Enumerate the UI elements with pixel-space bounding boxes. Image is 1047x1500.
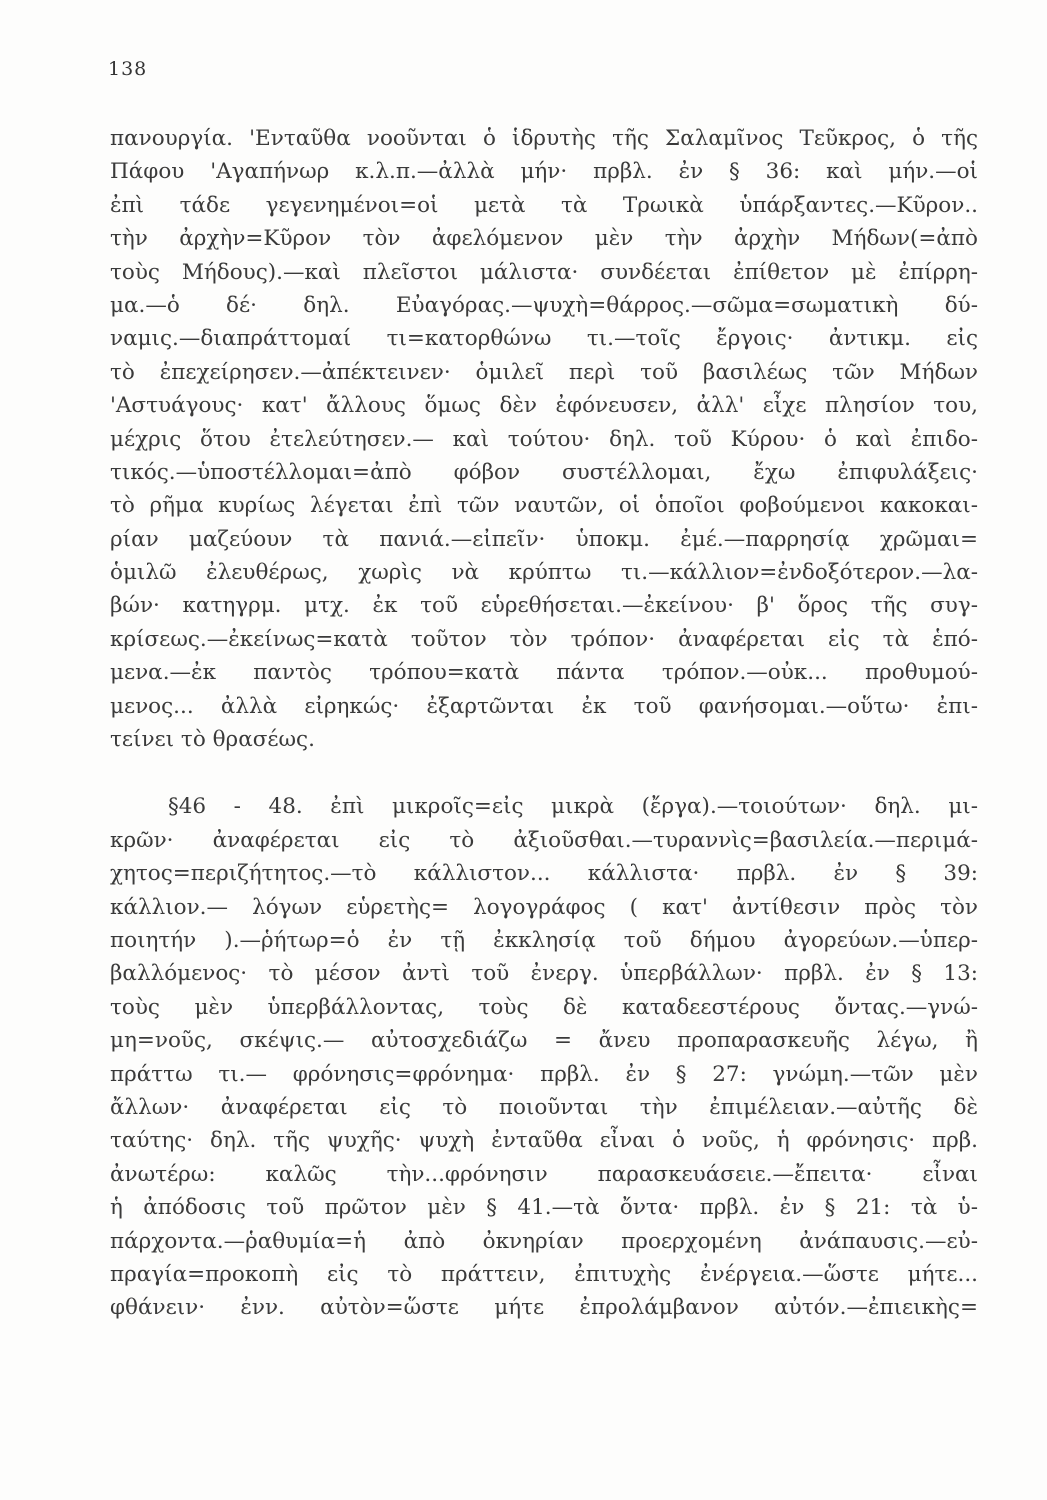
text-line: ἐπὶ τάδε γεγενημένοι=οἱ μετὰ τὰ Τρωικὰ ὑπάρξαντες.—Κῦρον..	[110, 192, 978, 218]
text-line: μα.—ὁ δέ· δηλ. Εὐαγόρας.—ψυχὴ=θάρρος.—σῶμα=σωματικὴ δύ-	[110, 292, 978, 318]
text-line: πραγία=προκοπὴ εἰς τὸ πράττειν, ἐπιτυχὴς ἐνέργεια.—ὥστε μήτε...	[110, 1261, 978, 1287]
text-line: ποιητήν ).—ῥήτωρ=ὁ ἐν τῇ ἐκκλησίᾳ τοῦ δήμου ἀγορεύων.—ὑπερ-	[110, 927, 978, 953]
text-line: κρίσεως.—ἐκείνως=κατὰ τοῦτον τὸν τρόπον· ἀναφέρεται εἰς τὰ ἑπό-	[110, 626, 978, 652]
text-line: κρῶν· ἀναφέρεται εἰς τὸ ἀξιοῦσθαι.—τυραννὶς=βασιλεία.—περιμά-	[110, 827, 978, 853]
text-line: §46 - 48. ἐπὶ μικροῖς=εἰς μικρὰ (ἔργα).—τοιούτων· δηλ. μι-	[168, 794, 978, 820]
text-line: πράττω τι.— φρόνησις=φρόνημα· πρβλ. ἐν § 27: γνώμη.—τῶν μὲν	[110, 1061, 978, 1087]
paragraph-gap	[110, 756, 978, 790]
text-line: τὸ ρῆμα κυρίως λέγεται ἐπὶ τῶν ναυτῶν, οἱ ὁποῖοι φοβούμενοι κακοκαι-	[110, 493, 978, 519]
text-line: ρίαν μαζεύουν τὰ πανιά.—εἰπεῖν· ὑποκμ. ἐμέ.—παρρησίᾳ χρῶμαι=	[110, 526, 978, 552]
text-line: πάρχοντα.—ῥαθυμία=ἡ ἀπὸ ὀκνηρίαν προερχομένη ἀνάπαυσις.—εὐ-	[110, 1228, 978, 1254]
text-line: φθάνειν· ἐνν. αὐτὸν=ὥστε μήτε ἐπρολάμβανον αὐτόν.—ἐπιεικὴς=	[110, 1295, 978, 1321]
text-line: Πάφου 'Αγαπήνωρ κ.λ.π.—ἀλλὰ μήν· πρβλ. ἐν § 36: καὶ μήν.—οἱ	[110, 159, 978, 185]
text-line: τὴν ἀρχὴν=Κῦρον τὸν ἀφελόμενον μὲν τὴν ἀρχὴν Μήδων(=ἀπὸ	[110, 226, 978, 252]
text-line: τείνει τὸ θρασέως.	[110, 727, 315, 753]
text-line: ταύτης· δηλ. τῆς ψυχῆς· ψυχὴ ἐνταῦθα εἶναι ὁ νοῦς, ἡ φρόνησις· πρβ.	[110, 1128, 978, 1154]
text-line: βών· κατηγρμ. μτχ. ἐκ τοῦ εὑρεθήσεται.—ἐκείνου· β' ὅρος τῆς συγ-	[110, 593, 978, 619]
text-line: τὸ ἐπεχείρησεν.—ἀπέκτεινεν· ὁμιλεῖ περὶ τοῦ βασιλέως τῶν Μήδων	[110, 359, 978, 385]
text-line: ἡ ἀπόδοσις τοῦ πρῶτον μὲν § 41.—τὰ ὄντα· πρβλ. ἐν § 21: τὰ ὑ-	[110, 1195, 978, 1221]
text-line: μενος... ἀλλὰ εἰρηκώς· ἐξαρτῶνται ἐκ τοῦ φανήσομαι.—οὕτω· ἐπι-	[110, 693, 978, 719]
text-line: πανουργία. 'Ενταῦθα νοοῦνται ὁ ἱδρυτὴς τῆς Σαλαμῖνος Τεῦκρος, ὁ τῆς	[110, 126, 978, 151]
text-line: 'Αστυάγους· κατ' ἄλλους ὅμως δὲν ἐφόνευσεν, ἀλλ' εἶχε πλησίον του,	[110, 393, 978, 419]
text-line: ἀνωτέρω: καλῶς τὴν...φρόνησιν παρασκευάσειε.—ἔπειτα· εἶναι	[110, 1161, 978, 1187]
text-line: μέχρις ὅτου ἐτελεύτησεν.— καὶ τούτου· δηλ. τοῦ Κύρου· ὁ καὶ ἐπιδο-	[110, 426, 978, 452]
text-line: ἄλλων· ἀναφέρεται εἰς τὸ ποιοῦνται τὴν ἐπιμέλειαν.—αὐτῆς δὲ	[110, 1094, 978, 1120]
text-line: μενα.—ἐκ παντὸς τρόπου=κατὰ πάντα τρόπον.—οὐκ... προθυμού-	[110, 660, 978, 686]
text-line: κάλλιον.— λόγων εὑρετὴς= λογογράφος ( κατ' ἀντίθεσιν πρὸς τὸν	[110, 894, 978, 920]
text-line: βαλλόμενος· τὸ μέσον ἀντὶ τοῦ ἐνεργ. ὑπερβάλλων· πρβλ. ἐν § 13:	[110, 961, 978, 987]
text-line: μη=νοῦς, σκέψις.— αὐτοσχεδιάζω = ἄνευ προπαρασκευῆς λέγω, ἢ	[110, 1028, 978, 1054]
commentary-text	[110, 122, 978, 1325]
text-line: τοὺς μὲν ὑπερβάλλοντας, τοὺς δὲ καταδεεστέρους ὄντας.—γνώ-	[110, 994, 978, 1020]
text-line: ὁμιλῶ ἐλευθέρως, χωρὶς νὰ κρύπτω τι.—κάλλιον=ἐνδοξότερον.—λα-	[110, 560, 978, 586]
text-line: χητος=περιζήτητος.—τὸ κάλλιστον... κάλλιστα· πρβλ. ἐν § 39:	[110, 861, 978, 887]
text-line: τικός.—ὑποστέλλομαι=ἀπὸ φόβον συστέλλομαι, ἔχω ἐπιφυλάξεις·	[110, 459, 978, 485]
text-line: τοὺς Μήδους).—καὶ πλεῖστοι μάλιστα· συνδέεται ἐπίθετον μὲ ἐπίρρη-	[110, 259, 978, 285]
page-number: 138	[108, 58, 148, 80]
text-line: ναμις.—διαπράττομαί τι=κατορθώνω τι.—τοῖς ἔργοις· ἀντικμ. εἰς	[110, 326, 978, 352]
